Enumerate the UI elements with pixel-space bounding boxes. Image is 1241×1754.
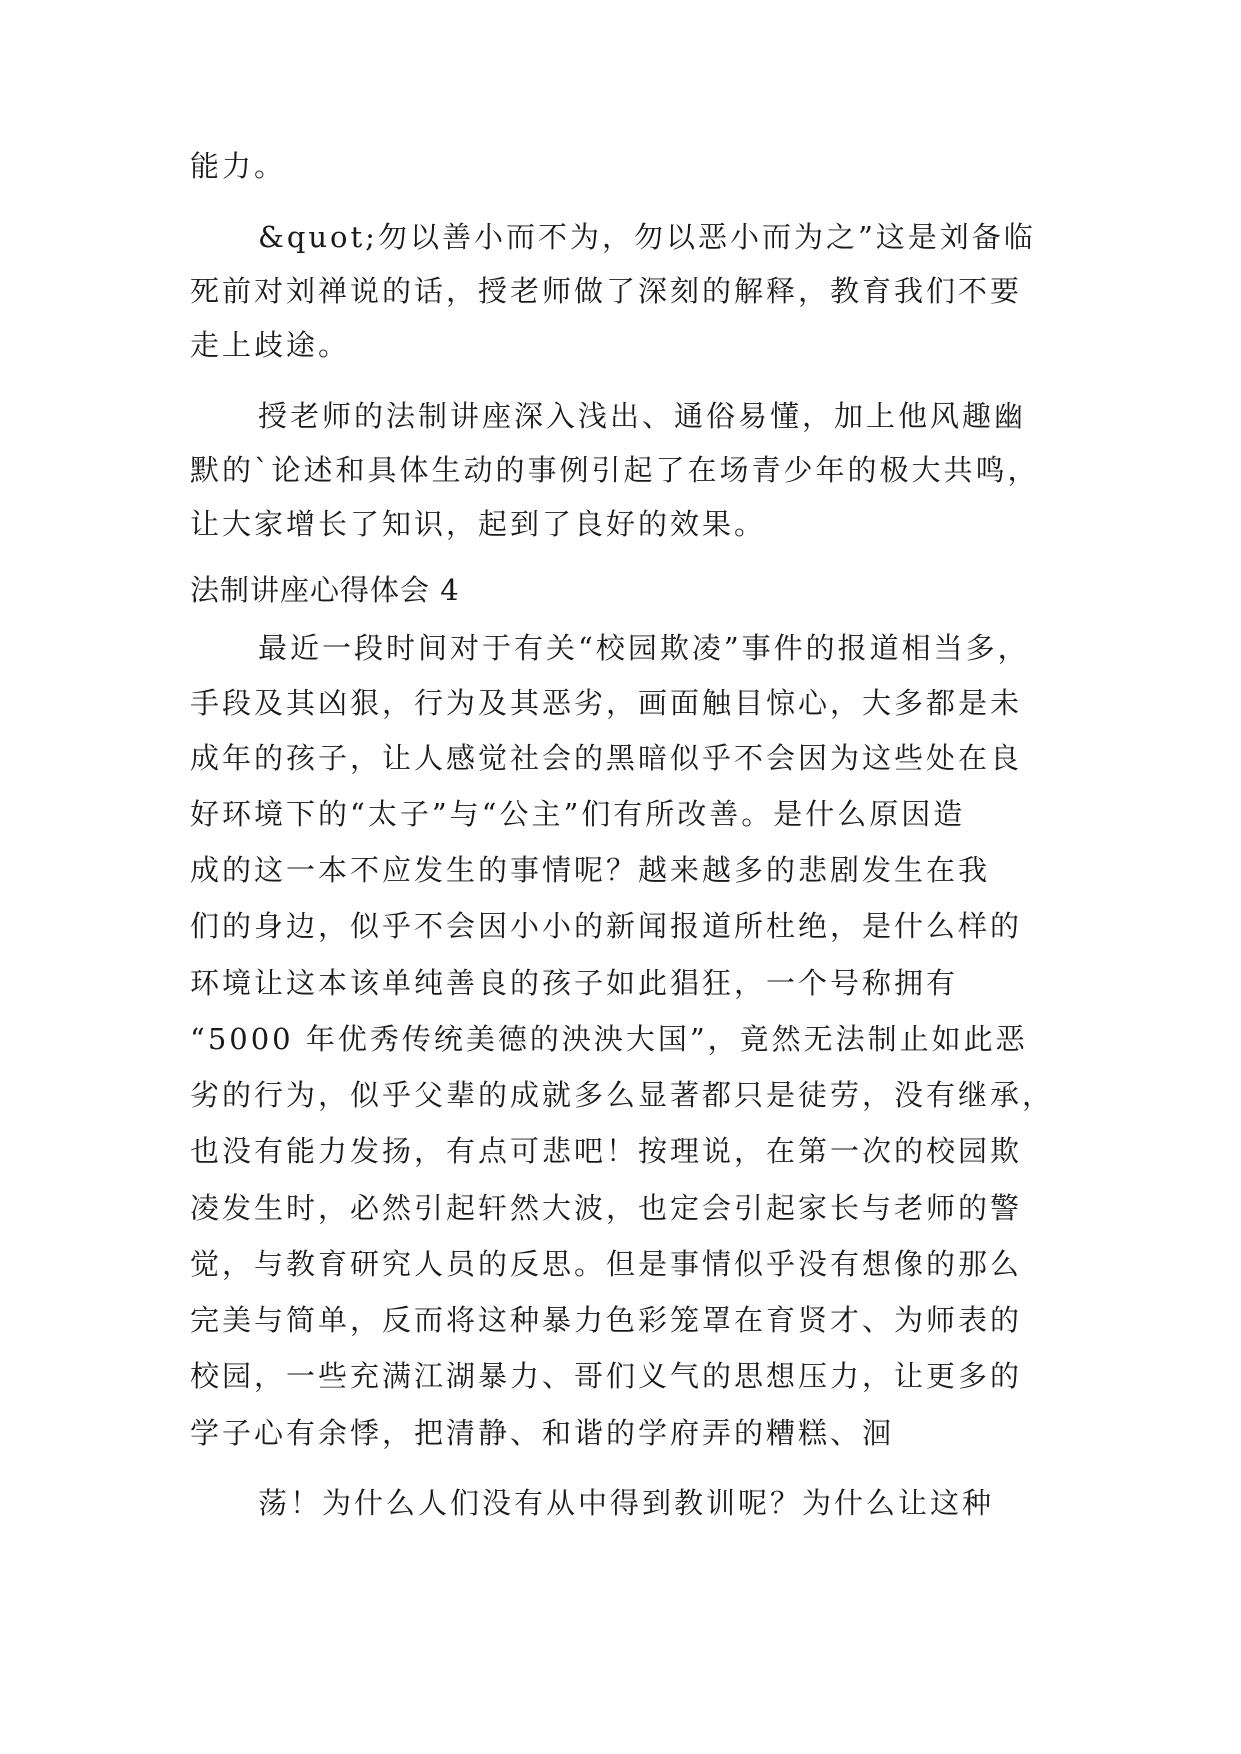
text-line-23: 学子心有余悸，把清静、和谐的学府弄的糟糕、洄 [190,1416,895,1450]
text-line-22: 校园，一些充满江湖暴力、哥们义气的思想压力，让更多的 [190,1359,1023,1393]
text-line-4: 走上歧途。 [190,328,351,362]
text-line-19: 凌发生时，必然引起轩然大波，也定会引起家长与老师的警 [190,1191,1023,1225]
text-line-14: 们的身边，似乎不会因小小的新闻报道所杜绝，是什么样的 [190,909,1023,943]
text-line-20: 觉，与教育研究人员的反思。但是事情似乎没有想像的那么 [190,1247,1023,1281]
text-line-2: &quot;勿以善小而不为，勿以恶小而为之”这是刘备临 [258,220,1036,254]
text-line-24: 荡！为什么人们没有从中得到教训呢？为什么让这种 [258,1486,995,1520]
text-line-3: 死前对刘禅说的话，授老师做了深刻的解释，教育我们不要 [190,274,1023,308]
text-line-15: 环境让这本该单纯善良的孩子如此猖狂，一个号称拥有 [190,966,959,1000]
text-line-11: 成年的孩子，让人感觉社会的黑暗似乎不会因为这些处在良 [190,741,1023,775]
text-line-12: 好环境下的“太子”与“公主”们有所改善。是什么原因造 [190,797,966,831]
text-line-1: 能力。 [190,149,287,183]
text-line-10: 手段及其凶狠，行为及其恶劣，画面触目惊心，大多都是未 [190,686,1023,720]
section-heading: 法制讲座心得体会 4 [190,573,460,607]
text-line-21: 完美与简单，反而将这种暴力色彩笼罩在育贤才、为师表的 [190,1303,1023,1337]
text-line-16: “5000 年优秀传统美德的泱泱大国”，竟然无法制止如此恶 [190,1022,1028,1056]
text-line-7: 让大家增长了知识，起到了良好的效果。 [190,507,767,541]
text-line-18: 也没有能力发扬，有点可悲吧！按理说，在第一次的校园欺 [190,1134,1023,1168]
text-line-13: 成的这一本不应发生的事情呢？越来越多的悲剧发生在我 [190,853,991,887]
text-line-6: 默的`论述和具体生动的事例引起了在场青少年的极大共鸣， [190,453,1040,487]
text-line-5: 授老师的法制讲座深入浅出、通俗易懂，加上他风趣幽 [258,399,1027,433]
text-line-17: 劣的行为，似乎父辈的成就多么显著都只是徒劳，没有继承， [190,1078,1055,1112]
text-line-9: 最近一段时间对于有关“校园欺凌”事件的报道相当多， [258,631,1030,665]
